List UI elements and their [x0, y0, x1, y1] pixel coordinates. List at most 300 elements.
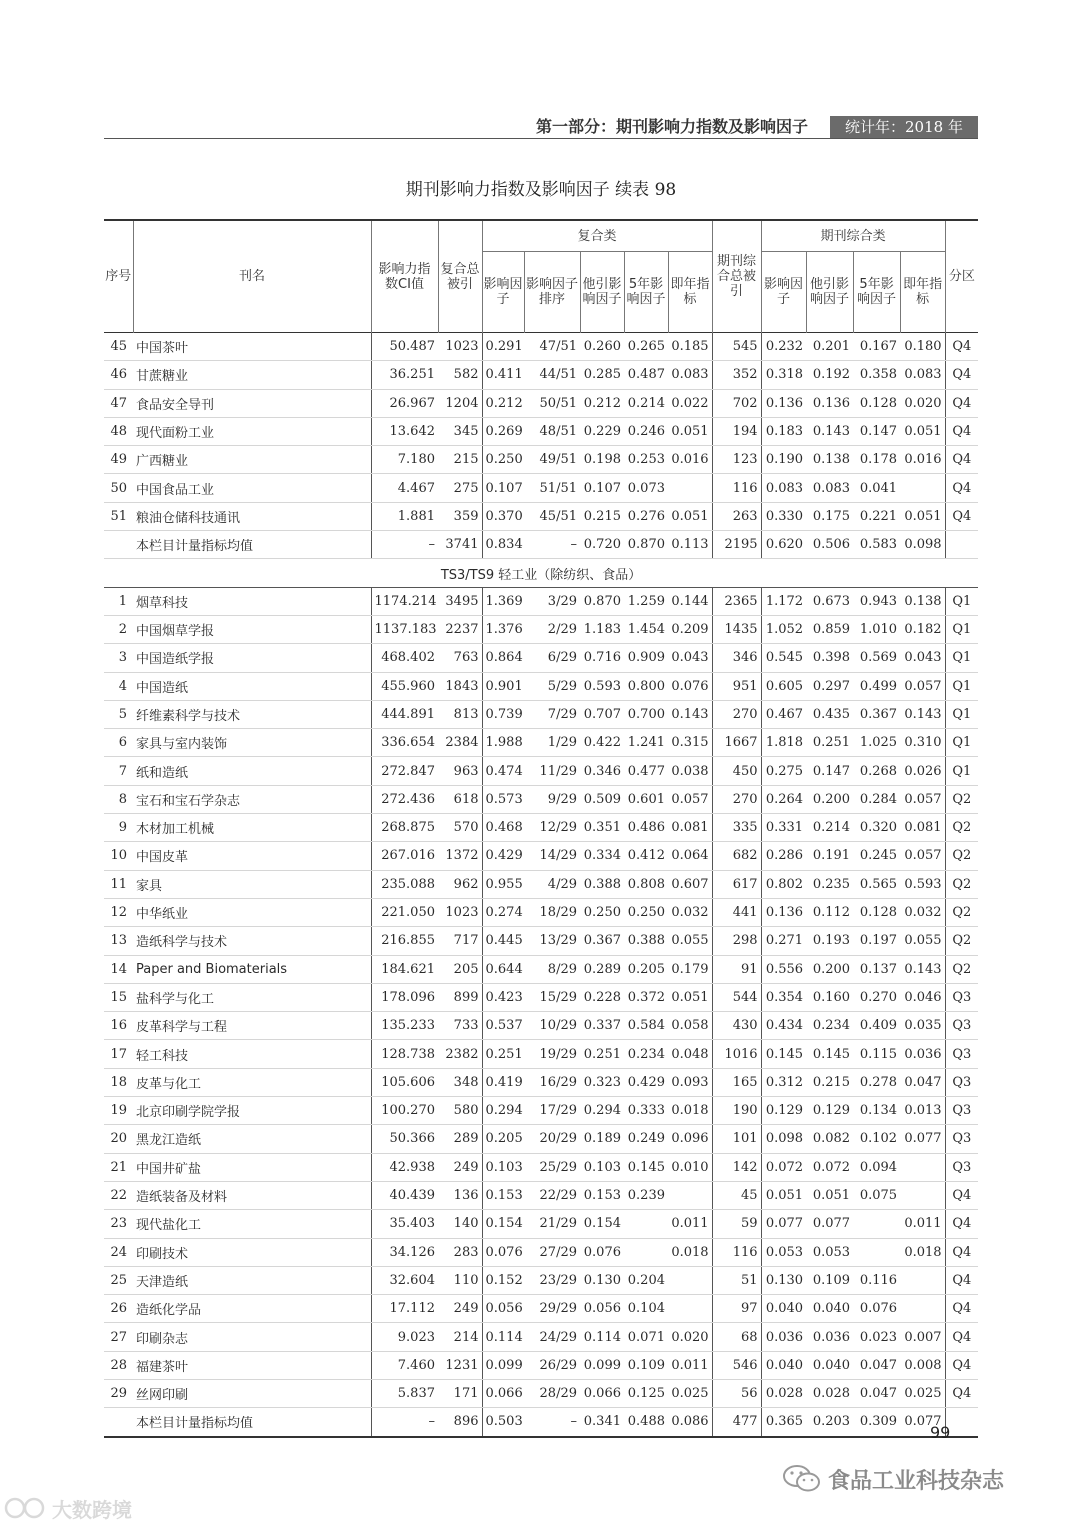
- if5-cell: 1.454: [624, 615, 668, 643]
- if-cell: 0.269: [482, 417, 524, 445]
- other-cite-if-b-cell: 0.160: [806, 983, 853, 1011]
- if-rank-cell: 17/29: [524, 1097, 580, 1125]
- ci-cell: 336.654: [371, 729, 438, 757]
- other-cite-if-b-cell: 0.053: [806, 1238, 853, 1266]
- total-cites-cell: 580: [438, 1097, 482, 1125]
- immediacy-cell: 0.143: [668, 700, 712, 728]
- table-row: [104, 1351, 978, 1379]
- immediacy-b-cell: 0.051: [900, 417, 945, 445]
- if-rank-cell: 23/29: [524, 1266, 580, 1294]
- journal-name-cell: 黑龙江造纸: [133, 1125, 371, 1153]
- comp-total-cites-cell: 1435: [712, 615, 761, 643]
- if5-b-cell: 0.047: [853, 1379, 900, 1407]
- col-other-cite-if: 他引影响因子: [580, 252, 624, 333]
- if5-cell: 0.104: [624, 1295, 668, 1323]
- immediacy-b-cell: 0.025: [900, 1379, 945, 1407]
- zone-cell: Q3: [945, 1040, 978, 1068]
- ci-cell: 7.460: [371, 1351, 438, 1379]
- comp-total-cites-cell: 51: [712, 1266, 761, 1294]
- immediacy-cell: 0.081: [668, 814, 712, 842]
- table-row: [104, 870, 978, 898]
- total-cites-cell: 214: [438, 1323, 482, 1351]
- zone-cell: Q3: [945, 1012, 978, 1040]
- total-cites-cell: 2382: [438, 1040, 482, 1068]
- seq-cell: 6: [104, 729, 133, 757]
- seq-cell: 21: [104, 1153, 133, 1181]
- other-cite-if-cell: 0.716: [580, 644, 624, 672]
- comp-total-cites-cell: 298: [712, 927, 761, 955]
- if-cell: 0.429: [482, 842, 524, 870]
- zone-cell: Q1: [945, 700, 978, 728]
- table-row: [104, 587, 978, 615]
- zone-cell: Q4: [945, 474, 978, 502]
- ci-cell: 216.855: [371, 927, 438, 955]
- immediacy-cell: 0.022: [668, 389, 712, 417]
- if-cell: 0.573: [482, 785, 524, 813]
- immediacy-cell: 0.076: [668, 672, 712, 700]
- other-cite-if-cell: 0.346: [580, 757, 624, 785]
- if5-b-cell: 0.569: [853, 644, 900, 672]
- comp-total-cites-cell: 270: [712, 700, 761, 728]
- zone-cell: Q3: [945, 1097, 978, 1125]
- if-rank-cell: 15/29: [524, 983, 580, 1011]
- immediacy-cell: 0.025: [668, 1379, 712, 1407]
- if5-cell: 0.246: [624, 417, 668, 445]
- total-cites-cell: 1023: [438, 333, 482, 361]
- total-cites-cell: 359: [438, 502, 482, 530]
- other-cite-if-cell: 0.509: [580, 785, 624, 813]
- if-rank-cell: 29/29: [524, 1295, 580, 1323]
- if5-b-cell: 0.565: [853, 870, 900, 898]
- if5-b-cell: [853, 1210, 900, 1238]
- if-b-cell: 0.028: [761, 1379, 806, 1407]
- if5-cell: [624, 1210, 668, 1238]
- journal-name-cell: 北京印刷学院学报: [133, 1097, 371, 1125]
- immediacy-b-cell: [900, 1295, 945, 1323]
- journal-name-cell: 印刷杂志: [133, 1323, 371, 1351]
- journal-name-cell: 本栏目计量指标均值: [133, 1408, 371, 1437]
- if-b-cell: 0.620: [761, 531, 806, 559]
- if-rank-cell: 28/29: [524, 1379, 580, 1407]
- if5-b-cell: 0.367: [853, 700, 900, 728]
- if-cell: 0.205: [482, 1125, 524, 1153]
- if-b-cell: 0.271: [761, 927, 806, 955]
- total-cites-cell: 3741: [438, 531, 482, 559]
- total-cites-cell: 618: [438, 785, 482, 813]
- if-rank-cell: 2/29: [524, 615, 580, 643]
- other-cite-if-cell: 0.294: [580, 1097, 624, 1125]
- if-b-cell: 0.129: [761, 1097, 806, 1125]
- if-rank-cell: 8/29: [524, 955, 580, 983]
- if-b-cell: 0.545: [761, 644, 806, 672]
- if5-b-cell: 0.023: [853, 1323, 900, 1351]
- watermark-logo-icon: [4, 1496, 48, 1520]
- if5-b-cell: 0.320: [853, 814, 900, 842]
- ci-cell: 272.436: [371, 785, 438, 813]
- if5-b-cell: 0.137: [853, 955, 900, 983]
- other-cite-if-cell: 0.228: [580, 983, 624, 1011]
- immediacy-cell: 0.048: [668, 1040, 712, 1068]
- immediacy-b-cell: 0.057: [900, 785, 945, 813]
- if-rank-cell: 7/29: [524, 700, 580, 728]
- immediacy-cell: 0.051: [668, 417, 712, 445]
- journal-name-cell: 家具与室内装饰: [133, 729, 371, 757]
- total-cites-cell: 249: [438, 1295, 482, 1323]
- other-cite-if-b-cell: 0.077: [806, 1210, 853, 1238]
- comp-total-cites-cell: 270: [712, 785, 761, 813]
- other-cite-if-cell: 0.351: [580, 814, 624, 842]
- if-cell: 0.152: [482, 1266, 524, 1294]
- if-cell: 0.864: [482, 644, 524, 672]
- other-cite-if-cell: 0.285: [580, 361, 624, 389]
- if-cell: 0.066: [482, 1379, 524, 1407]
- if-b-cell: 0.136: [761, 389, 806, 417]
- other-cite-if-cell: 0.334: [580, 842, 624, 870]
- table-row: [104, 1068, 978, 1096]
- seq-cell: 22: [104, 1181, 133, 1209]
- immediacy-b-cell: 0.043: [900, 644, 945, 672]
- immediacy-b-cell: 0.018: [900, 1238, 945, 1266]
- total-cites-cell: 205: [438, 955, 482, 983]
- comp-total-cites-cell: 545: [712, 333, 761, 361]
- other-cite-if-b-cell: 0.506: [806, 531, 853, 559]
- other-cite-if-cell: 0.103: [580, 1153, 624, 1181]
- stat-year-badge: 统计年：2018 年: [830, 116, 978, 138]
- immediacy-b-cell: 0.013: [900, 1097, 945, 1125]
- if-b-cell: 0.354: [761, 983, 806, 1011]
- seq-cell: 15: [104, 983, 133, 1011]
- journal-name-cell: 造纸装备及材料: [133, 1181, 371, 1209]
- comp-total-cites-cell: 2195: [712, 531, 761, 559]
- if5-cell: [624, 1238, 668, 1266]
- immediacy-b-cell: 0.051: [900, 502, 945, 530]
- if-cell: 0.537: [482, 1012, 524, 1040]
- table-row: [104, 417, 978, 445]
- total-cites-cell: 1372: [438, 842, 482, 870]
- table-row: [104, 446, 978, 474]
- if-b-cell: 0.083: [761, 474, 806, 502]
- seq-cell: 49: [104, 446, 133, 474]
- immediacy-b-cell: [900, 474, 945, 502]
- if5-cell: 0.601: [624, 785, 668, 813]
- if-cell: 0.411: [482, 361, 524, 389]
- seq-cell: 45: [104, 333, 133, 361]
- if-cell: 0.419: [482, 1068, 524, 1096]
- if-cell: 1.376: [482, 615, 524, 643]
- if5-cell: 1.259: [624, 587, 668, 615]
- zone-cell: Q4: [945, 1379, 978, 1407]
- total-cites-cell: 345: [438, 417, 482, 445]
- ci-cell: 7.180: [371, 446, 438, 474]
- if5-b-cell: 0.278: [853, 1068, 900, 1096]
- if-b-cell: 0.040: [761, 1295, 806, 1323]
- other-cite-if-b-cell: 0.083: [806, 474, 853, 502]
- ci-cell: 455.960: [371, 672, 438, 700]
- ci-cell: 50.366: [371, 1125, 438, 1153]
- other-cite-if-b-cell: 0.129: [806, 1097, 853, 1125]
- if-rank-cell: 16/29: [524, 1068, 580, 1096]
- immediacy-b-cell: 0.020: [900, 389, 945, 417]
- if-rank-cell: 9/29: [524, 785, 580, 813]
- total-cites-cell: 136: [438, 1181, 482, 1209]
- comp-total-cites-cell: 450: [712, 757, 761, 785]
- other-cite-if-cell: 0.215: [580, 502, 624, 530]
- other-cite-if-cell: 0.076: [580, 1238, 624, 1266]
- if-b-cell: 0.264: [761, 785, 806, 813]
- table-row: [104, 983, 978, 1011]
- if5-cell: 0.250: [624, 898, 668, 926]
- watermark-right-text: 食品工业科技杂志: [828, 1468, 1005, 1494]
- section-label: TS3/TS9 轻工业（除纺织、食品）: [104, 559, 978, 587]
- if-b-cell: 0.051: [761, 1181, 806, 1209]
- if-b-cell: 0.605: [761, 672, 806, 700]
- immediacy-b-cell: 0.036: [900, 1040, 945, 1068]
- zone-cell: Q4: [945, 389, 978, 417]
- immediacy-cell: 0.083: [668, 361, 712, 389]
- comp-total-cites-cell: 335: [712, 814, 761, 842]
- other-cite-if-cell: 0.388: [580, 870, 624, 898]
- if-cell: 0.468: [482, 814, 524, 842]
- other-cite-if-b-cell: 0.112: [806, 898, 853, 926]
- if-cell: 1.988: [482, 729, 524, 757]
- section-divider: [104, 559, 978, 587]
- immediacy-cell: 0.064: [668, 842, 712, 870]
- journal-name-cell: 皮革与化工: [133, 1068, 371, 1096]
- seq-cell: [104, 1408, 133, 1437]
- if5-b-cell: 0.499: [853, 672, 900, 700]
- if-b-cell: 0.036: [761, 1323, 806, 1351]
- immediacy-cell: 0.057: [668, 785, 712, 813]
- immediacy-cell: 0.011: [668, 1351, 712, 1379]
- other-cite-if-b-cell: 0.214: [806, 814, 853, 842]
- if-cell: 0.834: [482, 531, 524, 559]
- seq-cell: 7: [104, 757, 133, 785]
- other-cite-if-cell: 0.367: [580, 927, 624, 955]
- immediacy-b-cell: 0.026: [900, 757, 945, 785]
- ci-cell: 128.738: [371, 1040, 438, 1068]
- journal-name-cell: Paper and Biomaterials: [133, 955, 371, 983]
- table-row: [104, 672, 978, 700]
- if5-b-cell: 0.358: [853, 361, 900, 389]
- comp-total-cites-cell: 617: [712, 870, 761, 898]
- zone-cell: Q2: [945, 927, 978, 955]
- immediacy-cell: [668, 1181, 712, 1209]
- immediacy-cell: 0.038: [668, 757, 712, 785]
- other-cite-if-cell: 1.183: [580, 615, 624, 643]
- table-row: [104, 333, 978, 361]
- immediacy-b-cell: 0.143: [900, 700, 945, 728]
- immediacy-b-cell: 0.057: [900, 672, 945, 700]
- zone-cell: Q4: [945, 1295, 978, 1323]
- total-cites-cell: 140: [438, 1210, 482, 1238]
- if-b-cell: 0.556: [761, 955, 806, 983]
- zone-cell: Q1: [945, 615, 978, 643]
- seq-cell: 47: [104, 389, 133, 417]
- journal-name-cell: 中国烟草学报: [133, 615, 371, 643]
- if5-cell: 0.234: [624, 1040, 668, 1068]
- journal-name-cell: 家具: [133, 870, 371, 898]
- journal-name-cell: 中国食品工业: [133, 474, 371, 502]
- table-row: [104, 700, 978, 728]
- other-cite-if-cell: 0.707: [580, 700, 624, 728]
- table-row: [104, 1153, 978, 1181]
- if-b-cell: 0.077: [761, 1210, 806, 1238]
- immediacy-b-cell: 0.057: [900, 842, 945, 870]
- seq-cell: 9: [104, 814, 133, 842]
- table-row: [104, 1040, 978, 1068]
- comp-total-cites-cell: 165: [712, 1068, 761, 1096]
- if5-cell: 0.800: [624, 672, 668, 700]
- other-cite-if-cell: 0.154: [580, 1210, 624, 1238]
- if-rank-cell: 22/29: [524, 1181, 580, 1209]
- other-cite-if-b-cell: 0.036: [806, 1323, 853, 1351]
- zone-cell: Q1: [945, 644, 978, 672]
- immediacy-b-cell: 0.046: [900, 983, 945, 1011]
- col-zone: 分区: [948, 269, 975, 284]
- col-immediacy: 即年指标: [668, 252, 712, 333]
- if-rank-cell: 5/29: [524, 672, 580, 700]
- seq-cell: 50: [104, 474, 133, 502]
- immediacy-b-cell: 0.083: [900, 361, 945, 389]
- if-b-cell: 1.172: [761, 587, 806, 615]
- ci-cell: 35.403: [371, 1210, 438, 1238]
- if-b-cell: 0.365: [761, 1408, 806, 1437]
- table-row: [104, 361, 978, 389]
- if-cell: 0.955: [482, 870, 524, 898]
- comp-total-cites-cell: 91: [712, 955, 761, 983]
- comp-total-cites-cell: 1667: [712, 729, 761, 757]
- other-cite-if-cell: 0.593: [580, 672, 624, 700]
- if5-cell: 0.109: [624, 1351, 668, 1379]
- journal-name-cell: 广西糖业: [133, 446, 371, 474]
- if-b-cell: 0.136: [761, 898, 806, 926]
- immediacy-cell: 0.011: [668, 1210, 712, 1238]
- total-cites-cell: 763: [438, 644, 482, 672]
- zone-cell: [945, 531, 978, 559]
- other-cite-if-b-cell: 0.138: [806, 446, 853, 474]
- immediacy-cell: 0.058: [668, 1012, 712, 1040]
- journal-name-cell: 中国皮革: [133, 842, 371, 870]
- zone-cell: Q4: [945, 446, 978, 474]
- total-cites-cell: 1204: [438, 389, 482, 417]
- immediacy-cell: 0.093: [668, 1068, 712, 1096]
- if-b-cell: 0.286: [761, 842, 806, 870]
- other-cite-if-cell: 0.229: [580, 417, 624, 445]
- if-rank-cell: 19/29: [524, 1040, 580, 1068]
- if5-cell: 0.214: [624, 389, 668, 417]
- total-cites-cell: 1843: [438, 672, 482, 700]
- total-cites-cell: 110: [438, 1266, 482, 1294]
- journal-name-cell: 纤维素科学与技术: [133, 700, 371, 728]
- immediacy-cell: 0.113: [668, 531, 712, 559]
- immediacy-cell: [668, 1266, 712, 1294]
- zone-cell: Q4: [945, 1323, 978, 1351]
- other-cite-if-cell: 0.056: [580, 1295, 624, 1323]
- total-cites-cell: 733: [438, 1012, 482, 1040]
- seq-cell: 2: [104, 615, 133, 643]
- other-cite-if-cell: 0.422: [580, 729, 624, 757]
- if-rank-cell: 12/29: [524, 814, 580, 842]
- zone-cell: Q1: [945, 757, 978, 785]
- if-rank-cell: –: [524, 531, 580, 559]
- other-cite-if-b-cell: 0.028: [806, 1379, 853, 1407]
- ci-cell: 9.023: [371, 1323, 438, 1351]
- immediacy-b-cell: [900, 1181, 945, 1209]
- comp-total-cites-cell: 123: [712, 446, 761, 474]
- other-cite-if-b-cell: 0.136: [806, 389, 853, 417]
- if5-b-cell: 1.025: [853, 729, 900, 757]
- seq-cell: 19: [104, 1097, 133, 1125]
- if-b-cell: 0.434: [761, 1012, 806, 1040]
- seq-cell: [104, 531, 133, 559]
- table-row: [104, 1210, 978, 1238]
- immediacy-b-cell: 0.016: [900, 446, 945, 474]
- other-cite-if-b-cell: 0.143: [806, 417, 853, 445]
- other-cite-if-cell: 0.870: [580, 587, 624, 615]
- if5-cell: 0.071: [624, 1323, 668, 1351]
- if-cell: 0.474: [482, 757, 524, 785]
- immediacy-b-cell: 0.098: [900, 531, 945, 559]
- col-if-b: 影响因子: [761, 252, 806, 333]
- zone-cell: Q2: [945, 898, 978, 926]
- ci-cell: –: [371, 1408, 438, 1437]
- col-comp-total-cites: 期刊综合总被引: [712, 220, 761, 333]
- journal-name-cell: 宝石和宝石学杂志: [133, 785, 371, 813]
- journal-name-cell: 烟草科技: [133, 587, 371, 615]
- ci-cell: 268.875: [371, 814, 438, 842]
- seq-cell: 26: [104, 1295, 133, 1323]
- if5-b-cell: 0.583: [853, 531, 900, 559]
- ci-cell: 1174.214: [371, 587, 438, 615]
- other-cite-if-cell: 0.114: [580, 1323, 624, 1351]
- immediacy-cell: 0.020: [668, 1323, 712, 1351]
- zone-cell: Q2: [945, 842, 978, 870]
- if-cell: 0.445: [482, 927, 524, 955]
- immediacy-cell: 0.032: [668, 898, 712, 926]
- immediacy-cell: [668, 1295, 712, 1323]
- other-cite-if-cell: 0.066: [580, 1379, 624, 1407]
- if-b-cell: 0.331: [761, 814, 806, 842]
- ci-cell: 34.126: [371, 1238, 438, 1266]
- table-body-bottom: [104, 587, 978, 1436]
- journal-name-cell: 中国造纸: [133, 672, 371, 700]
- if5-b-cell: 0.041: [853, 474, 900, 502]
- journal-name-cell: 中华纸业: [133, 898, 371, 926]
- ci-cell: 235.088: [371, 870, 438, 898]
- journal-name-cell: 中国井矿盐: [133, 1153, 371, 1181]
- total-cites-cell: 3495: [438, 587, 482, 615]
- if-cell: 0.503: [482, 1408, 524, 1437]
- immediacy-b-cell: [900, 1153, 945, 1181]
- if-rank-cell: 11/29: [524, 757, 580, 785]
- if-cell: 0.274: [482, 898, 524, 926]
- ci-cell: 5.837: [371, 1379, 438, 1407]
- comp-total-cites-cell: 45: [712, 1181, 761, 1209]
- comp-total-cites-cell: 56: [712, 1379, 761, 1407]
- if-rank-cell: 49/51: [524, 446, 580, 474]
- ci-cell: 100.270: [371, 1097, 438, 1125]
- journal-name-cell: 印刷技术: [133, 1238, 371, 1266]
- zone-cell: Q3: [945, 1153, 978, 1181]
- total-cites-cell: 582: [438, 361, 482, 389]
- immediacy-b-cell: 0.180: [900, 333, 945, 361]
- other-cite-if-b-cell: 0.398: [806, 644, 853, 672]
- if5-b-cell: 0.094: [853, 1153, 900, 1181]
- if5-b-cell: 0.115: [853, 1040, 900, 1068]
- other-cite-if-cell: 0.198: [580, 446, 624, 474]
- immediacy-b-cell: 0.008: [900, 1351, 945, 1379]
- other-cite-if-b-cell: 0.203: [806, 1408, 853, 1437]
